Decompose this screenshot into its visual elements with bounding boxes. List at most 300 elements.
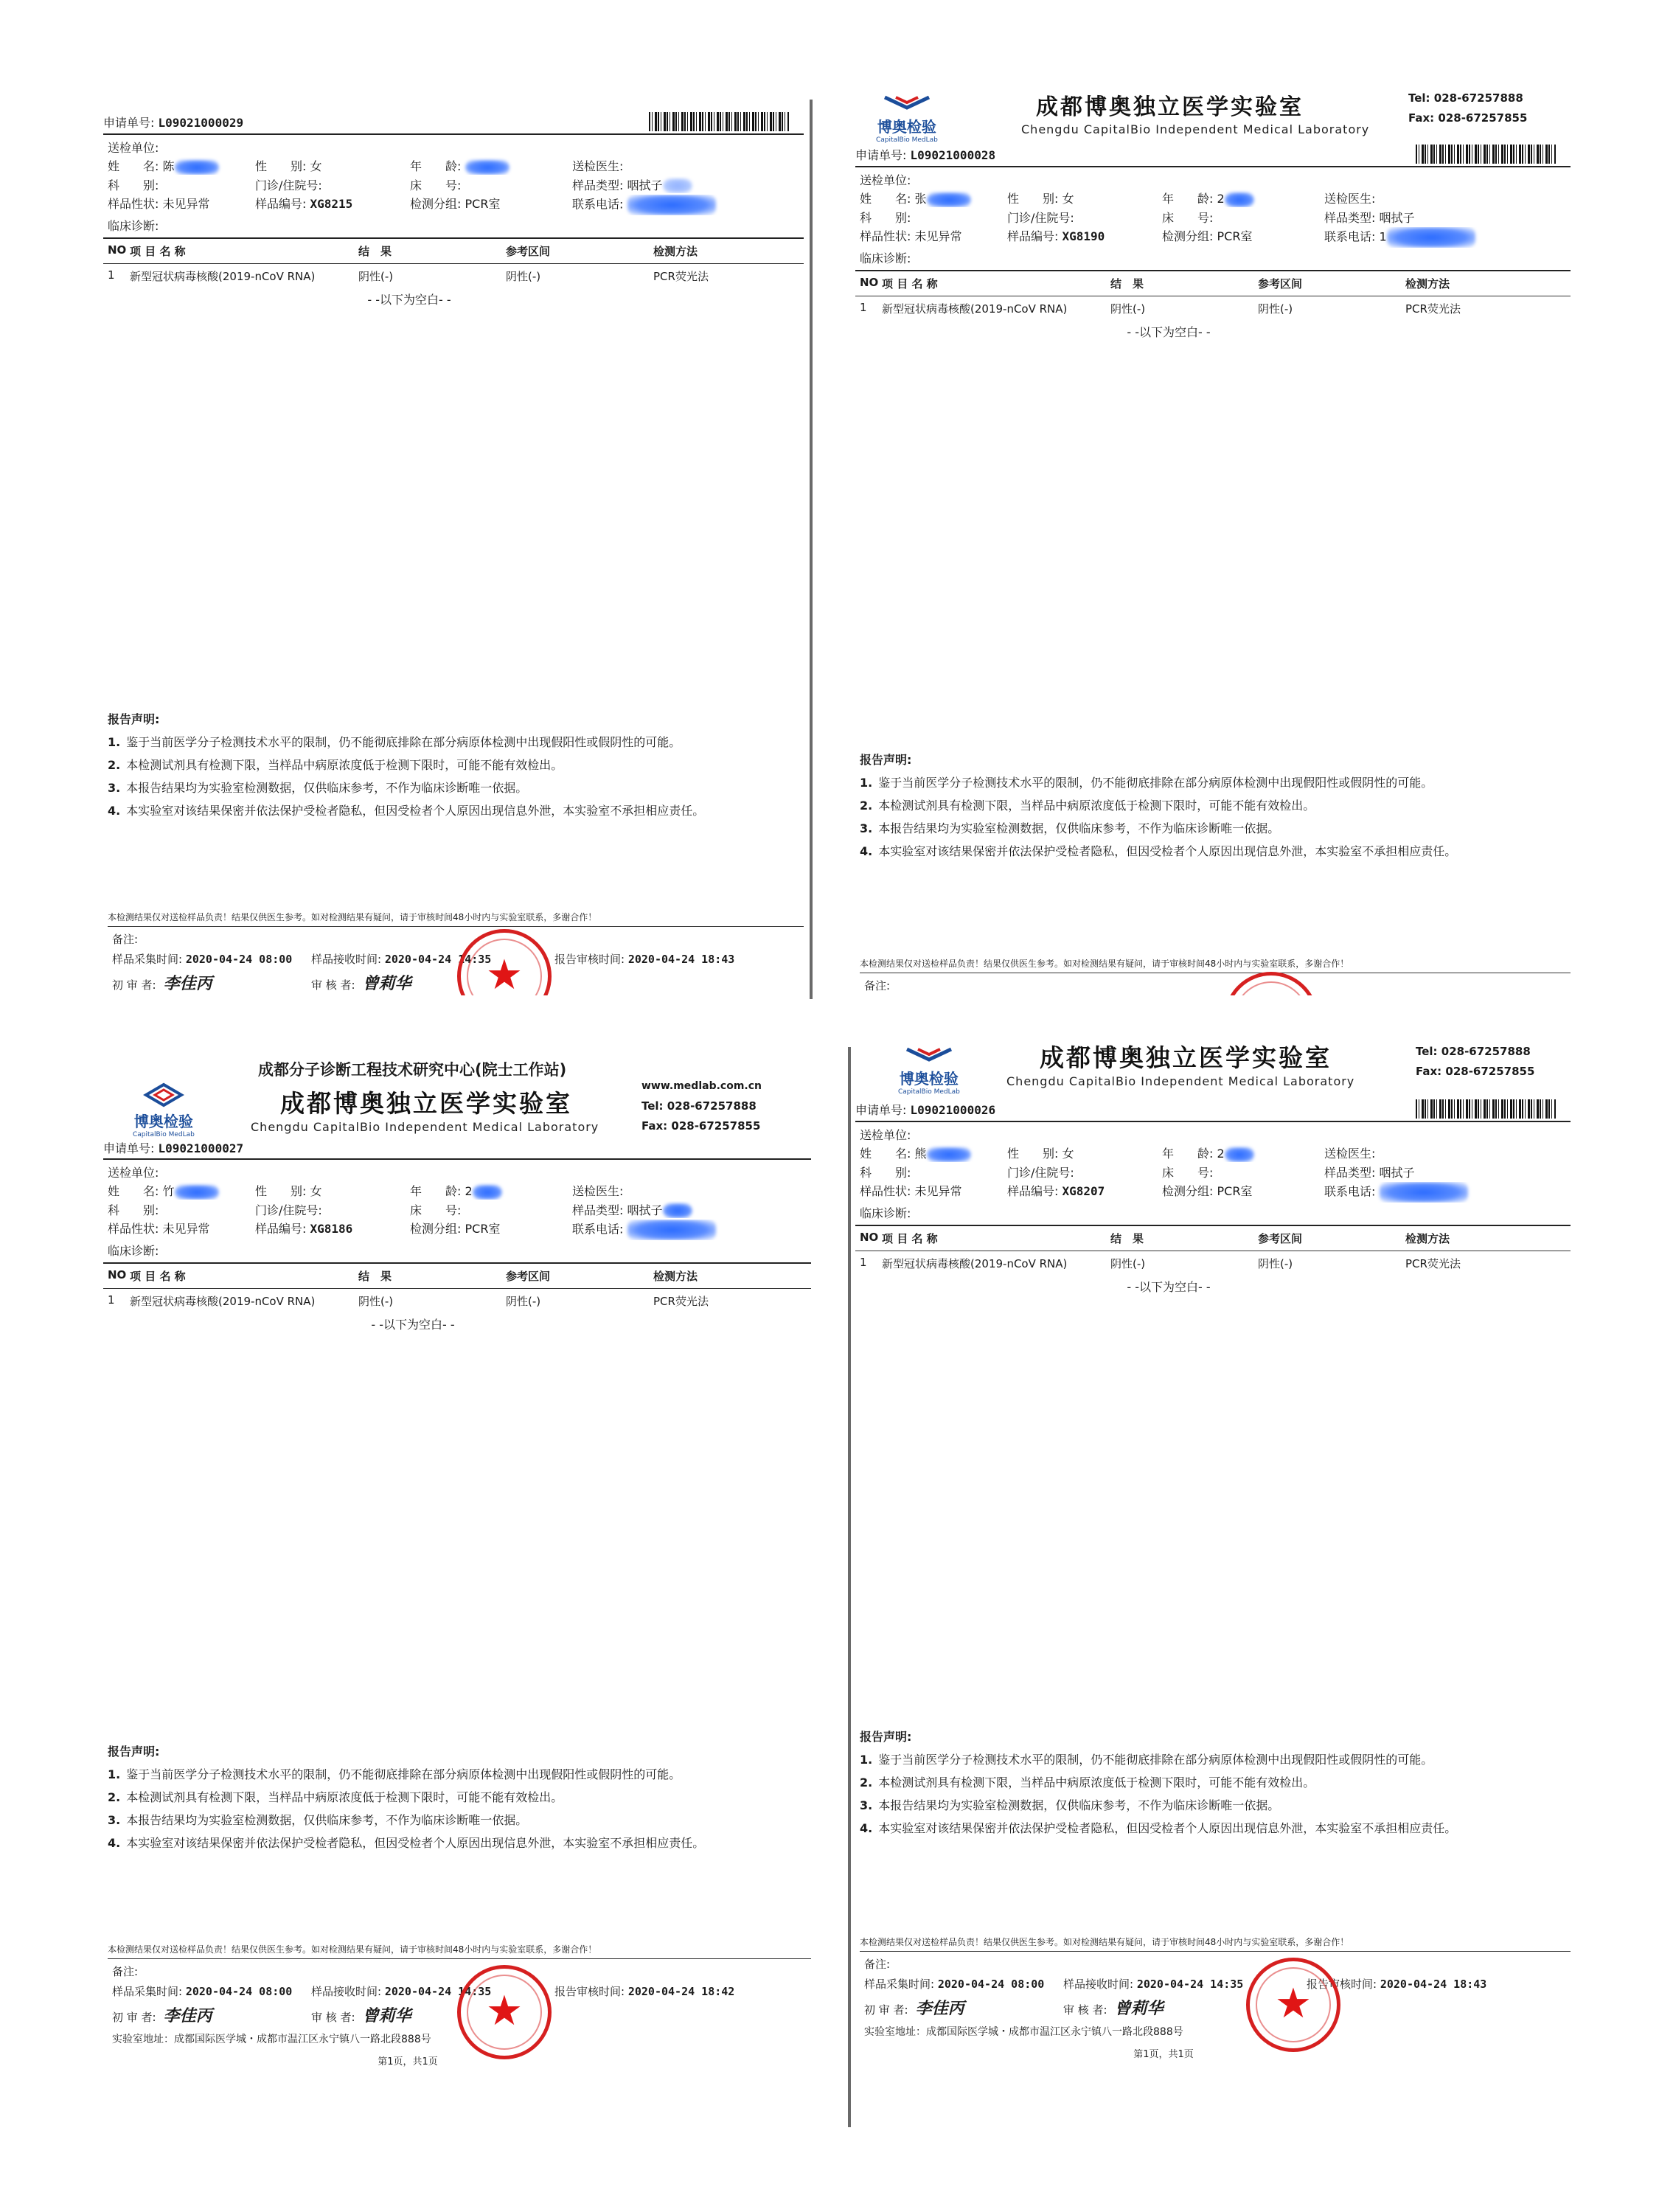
declaration-title: 报告声明: — [108, 1745, 160, 1759]
cell-ref: 阴性(-) — [1258, 1256, 1293, 1270]
sex-label: 性 别: — [1007, 1147, 1059, 1161]
lab-seal-stamp: ★ — [457, 1965, 552, 2059]
sample-state-value: 未见异常 — [914, 229, 962, 243]
col-item: 项 目 名 称 — [130, 245, 186, 258]
sample-type-value: 咽拭子 — [1379, 210, 1415, 225]
col-item: 项 目 名 称 — [882, 276, 938, 291]
declaration-title: 报告声明: — [860, 753, 912, 767]
redaction-mark — [627, 1220, 716, 1240]
collect-label: 样品采集时间: — [864, 1978, 935, 1991]
collect-label: 样品采集时间: — [112, 953, 183, 966]
sex-value: 女 — [1062, 1147, 1074, 1161]
lab-name: 成都博奥独立医学实验室 — [1036, 94, 1304, 120]
name-label: 姓 名: — [860, 192, 911, 206]
bed-label: 床 号: — [410, 1203, 462, 1217]
item-text: 鉴于当前医学分子检测技术水平的限制，仍不能彻底排除在部分病原体检测中出现假阳性或假阴性的可能。 — [126, 1767, 681, 1781]
col-item: 项 目 名 称 — [882, 1231, 938, 1245]
outpatient-label: 门诊/住院号: — [1007, 210, 1074, 225]
cell-method: PCR荧光法 — [653, 270, 709, 283]
item-text: 本实验室对该结果保密并依法保护受检者隐私，但因受检者个人原因出现信息外泄，本实验室不承担相应责任。 — [878, 844, 1457, 858]
app-no-value: L09021000027 — [158, 1141, 244, 1155]
sample-type-value: 咽拭子 — [627, 178, 663, 192]
redaction-mark — [175, 1185, 219, 1200]
contact-info — [1416, 1042, 1534, 1082]
report-sheet-4 — [855, 1029, 1571, 2127]
col-item: 项 目 名 称 — [130, 1270, 186, 1283]
table-header — [103, 1266, 811, 1286]
website: www.medlab.com.cn — [641, 1080, 762, 1092]
cell-item: 新型冠状病毒核酸(2019-nCoV RNA) — [130, 1295, 316, 1308]
first-reviewer-label: 初 审 者: — [112, 978, 156, 992]
reviewer-signature: 曾莉华 — [1114, 1999, 1164, 2018]
age-label: 年 龄: — [410, 159, 462, 173]
separator-line — [848, 1047, 851, 2127]
fax: Fax: 028-67257855 — [1408, 111, 1528, 125]
group-label: 检测分组: — [1162, 1183, 1214, 1198]
dept-label: 科 别: — [108, 178, 159, 192]
cell-no: 1 — [108, 268, 115, 282]
redaction-mark — [465, 160, 509, 175]
logo-text: 博奥检验 — [899, 1070, 959, 1088]
redaction-mark — [927, 1147, 971, 1162]
col-result: 结 果 — [358, 245, 392, 258]
item-text: 本报告结果均为实验室检测数据，仅供临床参考，不作为临床诊断唯一依据。 — [126, 781, 528, 795]
item-number: 1. — [108, 1767, 121, 1781]
report-footer — [103, 911, 804, 995]
page-number: 第1页，共1页 — [378, 2056, 438, 2067]
sample-state-label: 样品性状: — [108, 1222, 159, 1236]
doctor-label: 送检医生: — [572, 159, 624, 173]
col-ref: 参考区间 — [1258, 276, 1303, 291]
cell-no: 1 — [860, 300, 867, 314]
clinic-label: 临床诊断: — [860, 1206, 911, 1220]
blank-marker: - -以下为空白- - — [1127, 1279, 1211, 1294]
redaction-mark — [663, 178, 692, 193]
cell-result: 阴性(-) — [1110, 302, 1146, 316]
sample-state-label: 样品性状: — [860, 229, 911, 243]
footer-note: 本检测结果仅对送检样品负责！结果仅供医生参考。如对检测结果有疑问，请于审核时间48小时内与实验室联系，多谢合作！ — [108, 912, 597, 922]
table-header — [103, 241, 804, 261]
group-value: PCR室 — [465, 1222, 501, 1236]
bed-label: 床 号: — [1162, 210, 1214, 225]
lab-logo-icon — [881, 91, 933, 114]
application-row — [103, 112, 804, 131]
declaration-item — [860, 840, 1571, 863]
col-result: 结 果 — [1110, 276, 1144, 291]
group-label: 检测分组: — [1162, 229, 1214, 243]
col-method: 检测方法 — [1405, 276, 1450, 291]
col-result: 结 果 — [358, 1270, 392, 1283]
item-number: 2. — [108, 1790, 121, 1804]
page-number: 第1页，共1页 — [1133, 2049, 1194, 2060]
col-no: NO — [860, 275, 879, 289]
receive-label: 样品接收时间: — [311, 953, 382, 966]
item-text: 本实验室对该结果保密并依法保护受检者隐私，但因受检者个人原因出现信息外泄，本实验室不承担相应责任。 — [126, 804, 705, 818]
declaration — [855, 1725, 1571, 1840]
app-no-label: 申请单号: — [103, 115, 155, 130]
age-label: 年 龄: — [410, 1184, 462, 1198]
first-reviewer-signature: 李佳丙 — [915, 1999, 964, 2018]
item-number: 2. — [108, 758, 121, 772]
sample-type-value: 咽拭子 — [627, 1203, 663, 1217]
redaction-mark — [663, 1203, 692, 1218]
sample-no-value: XG8215 — [310, 197, 353, 211]
redaction-mark — [1225, 192, 1254, 207]
org-name: 成都分子诊断工程技术研究中心(院士工作站) — [258, 1061, 567, 1079]
declaration — [855, 748, 1571, 863]
cell-no: 1 — [108, 1293, 115, 1307]
app-no-label: 申请单号: — [855, 147, 907, 162]
clinic-label: 临床诊断: — [860, 251, 911, 265]
reviewer-label: 审 核 者: — [311, 2011, 355, 2024]
application-row — [855, 1099, 1571, 1119]
col-no: NO — [108, 243, 127, 257]
redaction-mark — [1225, 1147, 1254, 1162]
footer-note: 本检测结果仅对送检样品负责！结果仅供医生参考。如对检测结果有疑问，请于审核时间48小时内与实验室联系，多谢合作！ — [860, 959, 1349, 969]
logo-text-en: CapitalBio MedLab — [898, 1088, 960, 1096]
blank-marker: - -以下为空白- - — [371, 1318, 455, 1332]
table-row — [855, 299, 1571, 319]
item-text: 本实验室对该结果保密并依法保护受检者隐私，但因受检者个人原因出现信息外泄，本实验室不承担相应责任。 — [126, 1836, 705, 1850]
sample-type-label: 样品类型: — [1324, 1165, 1376, 1180]
receive-time: 2020-04-24 14:35 — [1136, 1978, 1244, 1991]
redaction-mark — [627, 195, 716, 215]
first-reviewer-label: 初 审 者: — [864, 2003, 908, 2017]
tel: Tel: 028-67257888 — [1408, 91, 1523, 105]
sex-value: 女 — [310, 159, 322, 173]
remark-label: 备注: — [864, 979, 891, 992]
result-table — [855, 1228, 1571, 1295]
item-number: 3. — [108, 781, 121, 795]
audit-label: 报告审核时间: — [554, 953, 625, 966]
report-sheet-2 — [855, 74, 1571, 995]
app-no-value: L09021000028 — [910, 147, 996, 162]
lab-name: 成都博奥独立医学实验室 — [1040, 1043, 1332, 1072]
sample-state-label: 样品性状: — [860, 1183, 911, 1198]
declaration-item — [860, 1748, 1571, 1771]
clinic-label: 临床诊断: — [108, 219, 159, 233]
sample-no-value: XG8207 — [1062, 1183, 1105, 1198]
remark-label: 备注: — [864, 1958, 891, 1971]
group-label: 检测分组: — [410, 1222, 462, 1236]
lab-logo — [876, 91, 938, 144]
fax: Fax: 028-67257855 — [1416, 1065, 1535, 1078]
table-row — [855, 1253, 1571, 1273]
col-ref: 参考区间 — [506, 245, 551, 258]
lab-seal-stamp: ★ — [1246, 1958, 1340, 2052]
collect-time: 2020-04-24 08:00 — [185, 953, 293, 966]
item-text: 本检测试剂具有检测下限，当样品中病原浓度低于检测下限时，可能不能有效检出。 — [878, 799, 1315, 813]
group-value: PCR室 — [1217, 1183, 1253, 1198]
bed-label: 床 号: — [410, 178, 462, 192]
application-row — [855, 145, 1571, 164]
first-reviewer-signature: 李佳丙 — [163, 974, 212, 993]
redaction-mark — [473, 1185, 502, 1200]
cell-method: PCR荧光法 — [653, 1295, 709, 1308]
sample-no-label: 样品编号: — [255, 197, 307, 211]
sex-label: 性 别: — [1007, 192, 1059, 206]
sample-state-value: 未见异常 — [162, 197, 210, 211]
doctor-label: 送检医生: — [1324, 1147, 1376, 1161]
result-table — [103, 1266, 811, 1332]
declaration-item — [108, 1832, 811, 1854]
sample-type-label: 样品类型: — [572, 178, 624, 192]
item-text: 本报告结果均为实验室检测数据，仅供临床参考，不作为临床诊断唯一依据。 — [878, 821, 1280, 835]
declaration-item — [108, 754, 804, 776]
report-footer — [855, 957, 1571, 995]
cell-result: 阴性(-) — [358, 1295, 394, 1308]
declaration-item — [108, 799, 804, 822]
lab-address: 实验室地址：成都国际医学城・成都市温江区永宁镇八一路北段888号 — [864, 2026, 1183, 2038]
audit-label: 报告审核时间: — [1307, 1978, 1377, 1991]
item-text: 本检测试剂具有检测下限，当样品中病原浓度低于检测下限时，可能不能有效检出。 — [878, 1775, 1315, 1790]
item-text: 本报告结果均为实验室检测数据，仅供临床参考，不作为临床诊断唯一依据。 — [878, 1798, 1280, 1812]
table-row — [103, 1291, 811, 1311]
contact-info — [1408, 88, 1527, 128]
redaction-mark — [927, 192, 971, 207]
item-text: 鉴于当前医学分子检测技术水平的限制，仍不能彻底排除在部分病原体检测中出现假阳性或假阴性的可能。 — [878, 776, 1433, 790]
declaration-item — [108, 1763, 811, 1786]
dept-label: 科 别: — [860, 1165, 911, 1180]
sample-no-value: XG8190 — [1062, 229, 1105, 243]
lab-name-en: Chengdu CapitalBio Independent Medical Laboratory — [1021, 122, 1370, 136]
age-value: 2 — [465, 1184, 473, 1198]
outpatient-label: 门诊/住院号: — [255, 178, 322, 192]
patient-info — [103, 1162, 811, 1260]
item-text: 本检测试剂具有检测下限，当样品中病原浓度低于检测下限时，可能不能有效检出。 — [126, 1790, 563, 1804]
redaction-mark — [1380, 1182, 1468, 1203]
sample-state-value: 未见异常 — [162, 1222, 210, 1236]
app-no-label: 申请单号: — [103, 1141, 155, 1155]
cell-no: 1 — [860, 1255, 867, 1269]
item-number: 3. — [860, 1798, 873, 1812]
sex-label: 性 别: — [255, 159, 307, 173]
cell-item: 新型冠状病毒核酸(2019-nCoV RNA) — [130, 270, 316, 283]
barcode — [649, 112, 789, 131]
sex-value: 女 — [1062, 192, 1074, 206]
age-value: 2 — [1217, 1147, 1225, 1161]
blank-marker: - -以下为空白- - — [1127, 324, 1211, 339]
first-reviewer-label: 初 审 者: — [112, 2011, 156, 2024]
sample-type-label: 样品类型: — [1324, 210, 1376, 225]
sample-no-label: 样品编号: — [1007, 1183, 1059, 1198]
col-no: NO — [860, 1230, 879, 1244]
sex-label: 性 别: — [255, 1184, 307, 1198]
app-no-value: L09021000026 — [910, 1102, 996, 1117]
logo-text: 博奥检验 — [877, 118, 936, 136]
lab-seal-stamp: ★ — [457, 929, 552, 995]
receive-label: 样品接收时间: — [1063, 1978, 1134, 1991]
cell-ref: 阴性(-) — [506, 270, 541, 283]
age-label: 年 龄: — [1162, 1147, 1214, 1161]
lab-logo-icon — [903, 1043, 955, 1065]
phone-value: 1 — [1379, 229, 1387, 243]
item-text: 本检测试剂具有检测下限，当样品中病原浓度低于检测下限时，可能不能有效检出。 — [126, 758, 563, 772]
item-number: 3. — [860, 821, 873, 835]
outpatient-label: 门诊/住院号: — [255, 1203, 322, 1217]
remark-label: 备注: — [112, 1965, 139, 1978]
bed-label: 床 号: — [1162, 1165, 1214, 1180]
col-method: 检测方法 — [653, 245, 698, 258]
name-value: 熊 — [914, 1147, 927, 1161]
separator-line — [810, 100, 813, 999]
doctor-label: 送检医生: — [1324, 192, 1376, 206]
item-number: 3. — [108, 1813, 121, 1827]
age-label: 年 龄: — [1162, 192, 1214, 206]
name-value: 张 — [914, 192, 927, 206]
remark-label: 备注: — [112, 933, 139, 946]
app-no-label: 申请单号: — [855, 1102, 907, 1117]
reviewer-signature: 曾莉华 — [362, 974, 411, 993]
phone-label: 联系电话: — [1324, 229, 1376, 243]
collect-time: 2020-04-24 08:00 — [185, 1985, 293, 1998]
result-table — [103, 241, 804, 307]
declaration-item — [108, 776, 804, 799]
logo-text-en: CapitalBio MedLab — [133, 1131, 195, 1138]
send-unit-label: 送检单位: — [108, 1166, 159, 1180]
audit-time: 2020-04-24 18:43 — [1380, 1978, 1487, 1991]
item-number: 1. — [108, 735, 121, 749]
phone-label: 联系电话: — [572, 197, 624, 212]
lab-name: 成都博奥独立医学实验室 — [280, 1089, 572, 1118]
age-value: 2 — [1217, 192, 1225, 206]
dept-label: 科 别: — [108, 1203, 159, 1217]
receive-label: 样品接收时间: — [311, 1985, 382, 1998]
declaration-item — [860, 794, 1571, 817]
sex-value: 女 — [310, 1184, 322, 1198]
logo-text: 博奥检验 — [133, 1113, 193, 1130]
col-result: 结 果 — [1110, 1231, 1144, 1245]
declaration-title: 报告声明: — [108, 712, 160, 726]
audit-time: 2020-04-24 18:42 — [627, 1985, 735, 1998]
name-value: 竹 — [162, 1184, 175, 1198]
app-no-value: L09021000029 — [158, 115, 244, 130]
reviewer-label: 审 核 者: — [1063, 2003, 1107, 2017]
phone-label: 联系电话: — [572, 1222, 624, 1237]
declaration-item — [108, 1809, 811, 1832]
contact-info — [641, 1096, 760, 1136]
sample-no-value: XG8186 — [310, 1222, 353, 1236]
report-sheet-3 — [103, 1029, 811, 2127]
cell-method: PCR荧光法 — [1405, 1256, 1461, 1270]
redaction-mark — [1387, 227, 1475, 248]
patient-info — [103, 137, 804, 235]
report-footer — [855, 1935, 1571, 2060]
report-sheet-1 — [103, 103, 804, 995]
first-reviewer-signature: 李佳丙 — [163, 2006, 212, 2025]
name-value: 陈 — [162, 159, 175, 173]
item-text: 本报告结果均为实验室检测数据，仅供临床参考，不作为临床诊断唯一依据。 — [126, 1813, 528, 1827]
cell-ref: 阴性(-) — [506, 1295, 541, 1308]
cell-item: 新型冠状病毒核酸(2019-nCoV RNA) — [882, 1256, 1068, 1270]
col-ref: 参考区间 — [506, 1270, 551, 1283]
item-number: 1. — [860, 1753, 873, 1767]
sample-type-value: 咽拭子 — [1379, 1165, 1415, 1180]
group-value: PCR室 — [465, 197, 501, 211]
declaration-item — [860, 1817, 1571, 1840]
patient-info — [855, 170, 1571, 268]
cell-item: 新型冠状病毒核酸(2019-nCoV RNA) — [882, 302, 1068, 316]
send-unit-label: 送检单位: — [860, 173, 911, 187]
doctor-label: 送检医生: — [572, 1184, 624, 1198]
item-number: 4. — [860, 1821, 873, 1835]
audit-time: 2020-04-24 18:43 — [627, 953, 735, 966]
sample-state-value: 未见异常 — [914, 1183, 962, 1198]
collect-time: 2020-04-24 08:00 — [937, 1978, 1045, 1991]
footer-note: 本检测结果仅对送检样品负责！结果仅供医生参考。如对检测结果有疑问，请于审核时间48小时内与实验室联系，多谢合作！ — [108, 1944, 597, 1955]
item-text: 本实验室对该结果保密并依法保护受检者隐私，但因受检者个人原因出现信息外泄，本实验室不承担相应责任。 — [878, 1821, 1457, 1835]
name-label: 姓 名: — [108, 159, 159, 173]
send-unit-label: 送检单位: — [860, 1128, 911, 1142]
item-number: 2. — [860, 799, 873, 813]
item-number: 4. — [860, 844, 873, 858]
table-row — [103, 266, 804, 286]
sample-state-label: 样品性状: — [108, 197, 159, 211]
patient-info — [855, 1124, 1571, 1222]
declaration-item — [860, 771, 1571, 794]
item-text: 鉴于当前医学分子检测技术水平的限制，仍不能彻底排除在部分病原体检测中出现假阳性或假阴性的可能。 — [126, 735, 681, 749]
declaration-item — [108, 1786, 811, 1809]
cell-ref: 阴性(-) — [1258, 302, 1293, 316]
lab-address: 实验室地址：成都国际医学城・成都市温江区永宁镇八一路北段888号 — [112, 2034, 431, 2045]
col-method: 检测方法 — [1405, 1231, 1450, 1245]
reviewer-signature: 曾莉华 — [362, 2006, 411, 2025]
lab-logo — [898, 1043, 960, 1096]
cell-result: 阴性(-) — [358, 270, 394, 283]
group-value: PCR室 — [1217, 229, 1253, 243]
declaration — [103, 708, 804, 822]
group-label: 检测分组: — [410, 197, 462, 211]
declaration-title: 报告声明: — [860, 1730, 912, 1744]
sample-no-label: 样品编号: — [255, 1222, 307, 1236]
clinic-label: 临床诊断: — [108, 1244, 159, 1258]
collect-label: 样品采集时间: — [112, 1985, 183, 1998]
cell-result: 阴性(-) — [1110, 1256, 1146, 1270]
fax: Fax: 028-67257855 — [641, 1119, 761, 1133]
col-no: NO — [108, 1268, 127, 1281]
reviewer-label: 审 核 者: — [311, 978, 355, 992]
table-header — [855, 1228, 1571, 1248]
application-row — [103, 1139, 811, 1156]
blank-marker: - -以下为空白- - — [367, 293, 451, 307]
cell-method: PCR荧光法 — [1405, 302, 1461, 316]
sample-type-label: 样品类型: — [572, 1203, 624, 1217]
lab-logo — [133, 1082, 195, 1138]
item-number: 4. — [108, 1836, 121, 1850]
name-label: 姓 名: — [108, 1184, 159, 1198]
receive-time: 2020-04-24 14:35 — [384, 953, 492, 966]
lab-logo-icon — [143, 1082, 184, 1108]
lab-name-en: Chengdu CapitalBio Independent Medical Laboratory — [251, 1120, 599, 1134]
declaration — [103, 1740, 811, 1854]
dept-label: 科 别: — [860, 210, 911, 225]
col-method: 检测方法 — [653, 1270, 698, 1283]
phone-label: 联系电话: — [1324, 1184, 1376, 1198]
receive-time: 2020-04-24 14:35 — [384, 1985, 492, 1998]
lab-name-en: Chengdu CapitalBio Independent Medical Laboratory — [1006, 1074, 1355, 1088]
item-text: 鉴于当前医学分子检测技术水平的限制，仍不能彻底排除在部分病原体检测中出现假阳性或假阴性的可能。 — [878, 1753, 1433, 1767]
barcode — [1416, 1099, 1556, 1119]
tel: Tel: 028-67257888 — [641, 1099, 757, 1113]
tel: Tel: 028-67257888 — [1416, 1045, 1531, 1058]
send-unit-label: 送检单位: — [108, 141, 159, 155]
table-header — [855, 274, 1571, 293]
declaration-item — [860, 817, 1571, 840]
audit-label: 报告审核时间: — [554, 1985, 625, 1998]
declaration-item — [860, 1794, 1571, 1817]
declaration-item — [860, 1771, 1571, 1794]
item-number: 1. — [860, 776, 873, 790]
